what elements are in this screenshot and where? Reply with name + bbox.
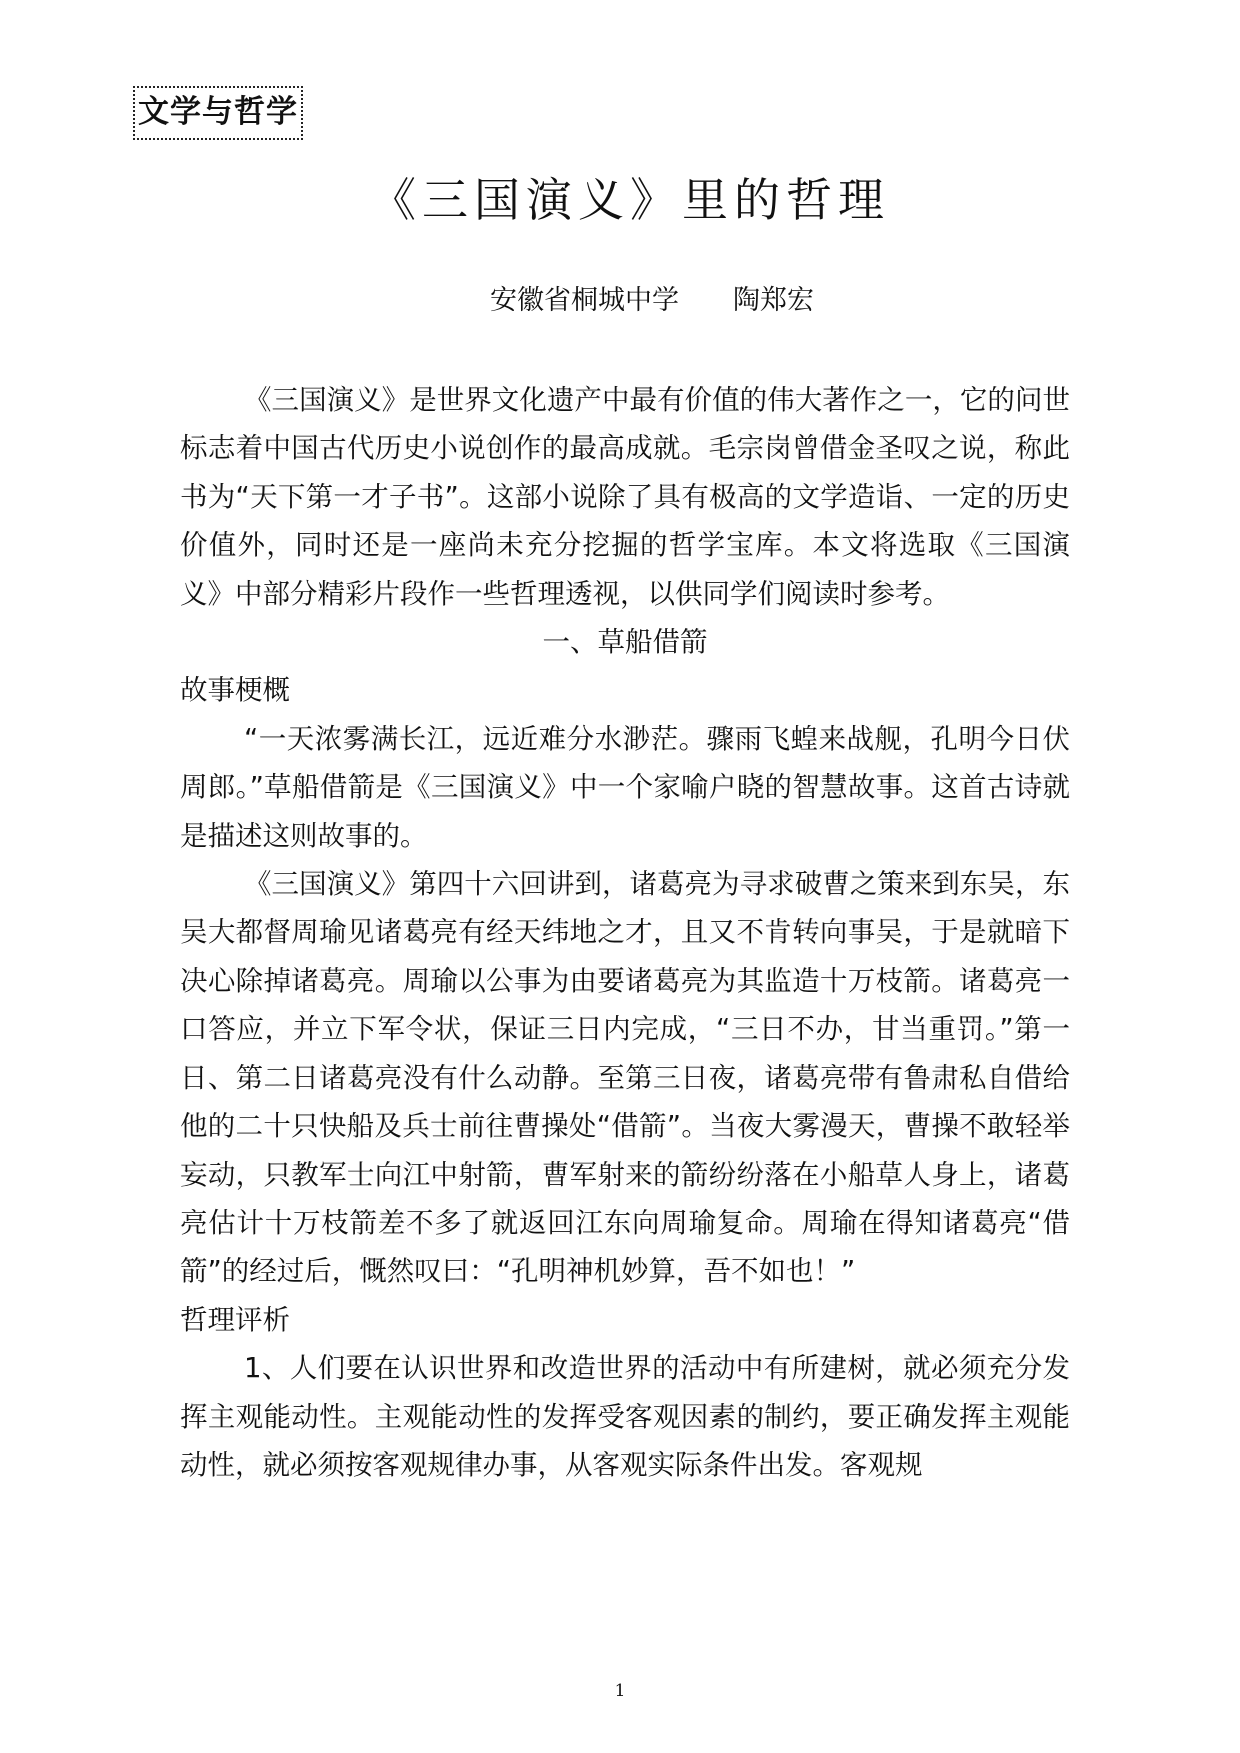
category-label: 文学与哲学 xyxy=(133,86,303,140)
analysis-paragraph: 1、人们要在认识世界和改造世界的活动中有所建树，就必须充分发挥主观能动性。主观能动性的发挥受客观因素的制约，要正确发挥主观能动性，就必须按客观规律办事，从客观实际条件出发。客观规 xyxy=(180,1352,1070,1481)
author-byline: 安徽省桐城中学 陶郑宏 xyxy=(490,285,814,316)
story-label: 故事梗概 xyxy=(180,674,290,707)
article-title: 《三国演义》里的哲理 xyxy=(370,173,890,227)
section-heading: 一、草船借箭 xyxy=(542,626,708,659)
article-body xyxy=(180,376,1070,1489)
analysis-label: 哲理评析 xyxy=(180,1303,290,1336)
story-paragraph-poem: “一天浓雾满长江，远近难分水渺茫。骤雨飞蝗来战舰，孔明今日伏周郎。”草船借箭是《三国演义》中一个家喻户晓的智慧故事。这首古诗就是描述这则故事的。 xyxy=(180,722,1070,852)
intro-paragraph: 《三国演义》是世界文化遗产中最有价值的伟大著作之一，它的问世标志着中国古代历史小说创作的最高成就。毛宗岗曾借金圣叹之说，称此书为“天下第一才子书”。这部小说除了具有极高的文学造诣、一定的历史价值外，同时还是一座尚未充分挖掘的哲学宝库。本文将选取《三国演义》中部分精彩片段作一些哲理透视，以供同学们阅读时参考。 xyxy=(180,384,1070,610)
story-paragraph-narrative: 《三国演义》第四十六回讲到，诸葛亮为寻求破曹之策来到东吴，东吴大都督周瑜见诸葛亮有经天纬地之才，且又不肯转向事吴，于是就暗下决心除掉诸葛亮。周瑜以公事为由要诸葛亮为其监造十万枝箭。诸葛亮一口答应，并立下军令状，保证三日内完成，“三日不办，甘当重罚。”第一日、第二日诸葛亮没有什么动静。至第三日夜，诸葛亮带有鲁肃私自借给他的二十只快船及兵士前往曹操处“借箭”。当夜大雾漫天，曹操不敢轻举妄动，只教军士向江中射箭，曹军射来的箭纷纷落在小船草人身上，诸葛亮估计十万枝箭差不多了就返回江东向周瑜复命。周瑜在得知诸葛亮“借箭”的经过后，慨然叹曰：“孔明神机妙算，吾不如也！” xyxy=(180,868,1070,1288)
page-number: 1 xyxy=(614,1681,626,1701)
